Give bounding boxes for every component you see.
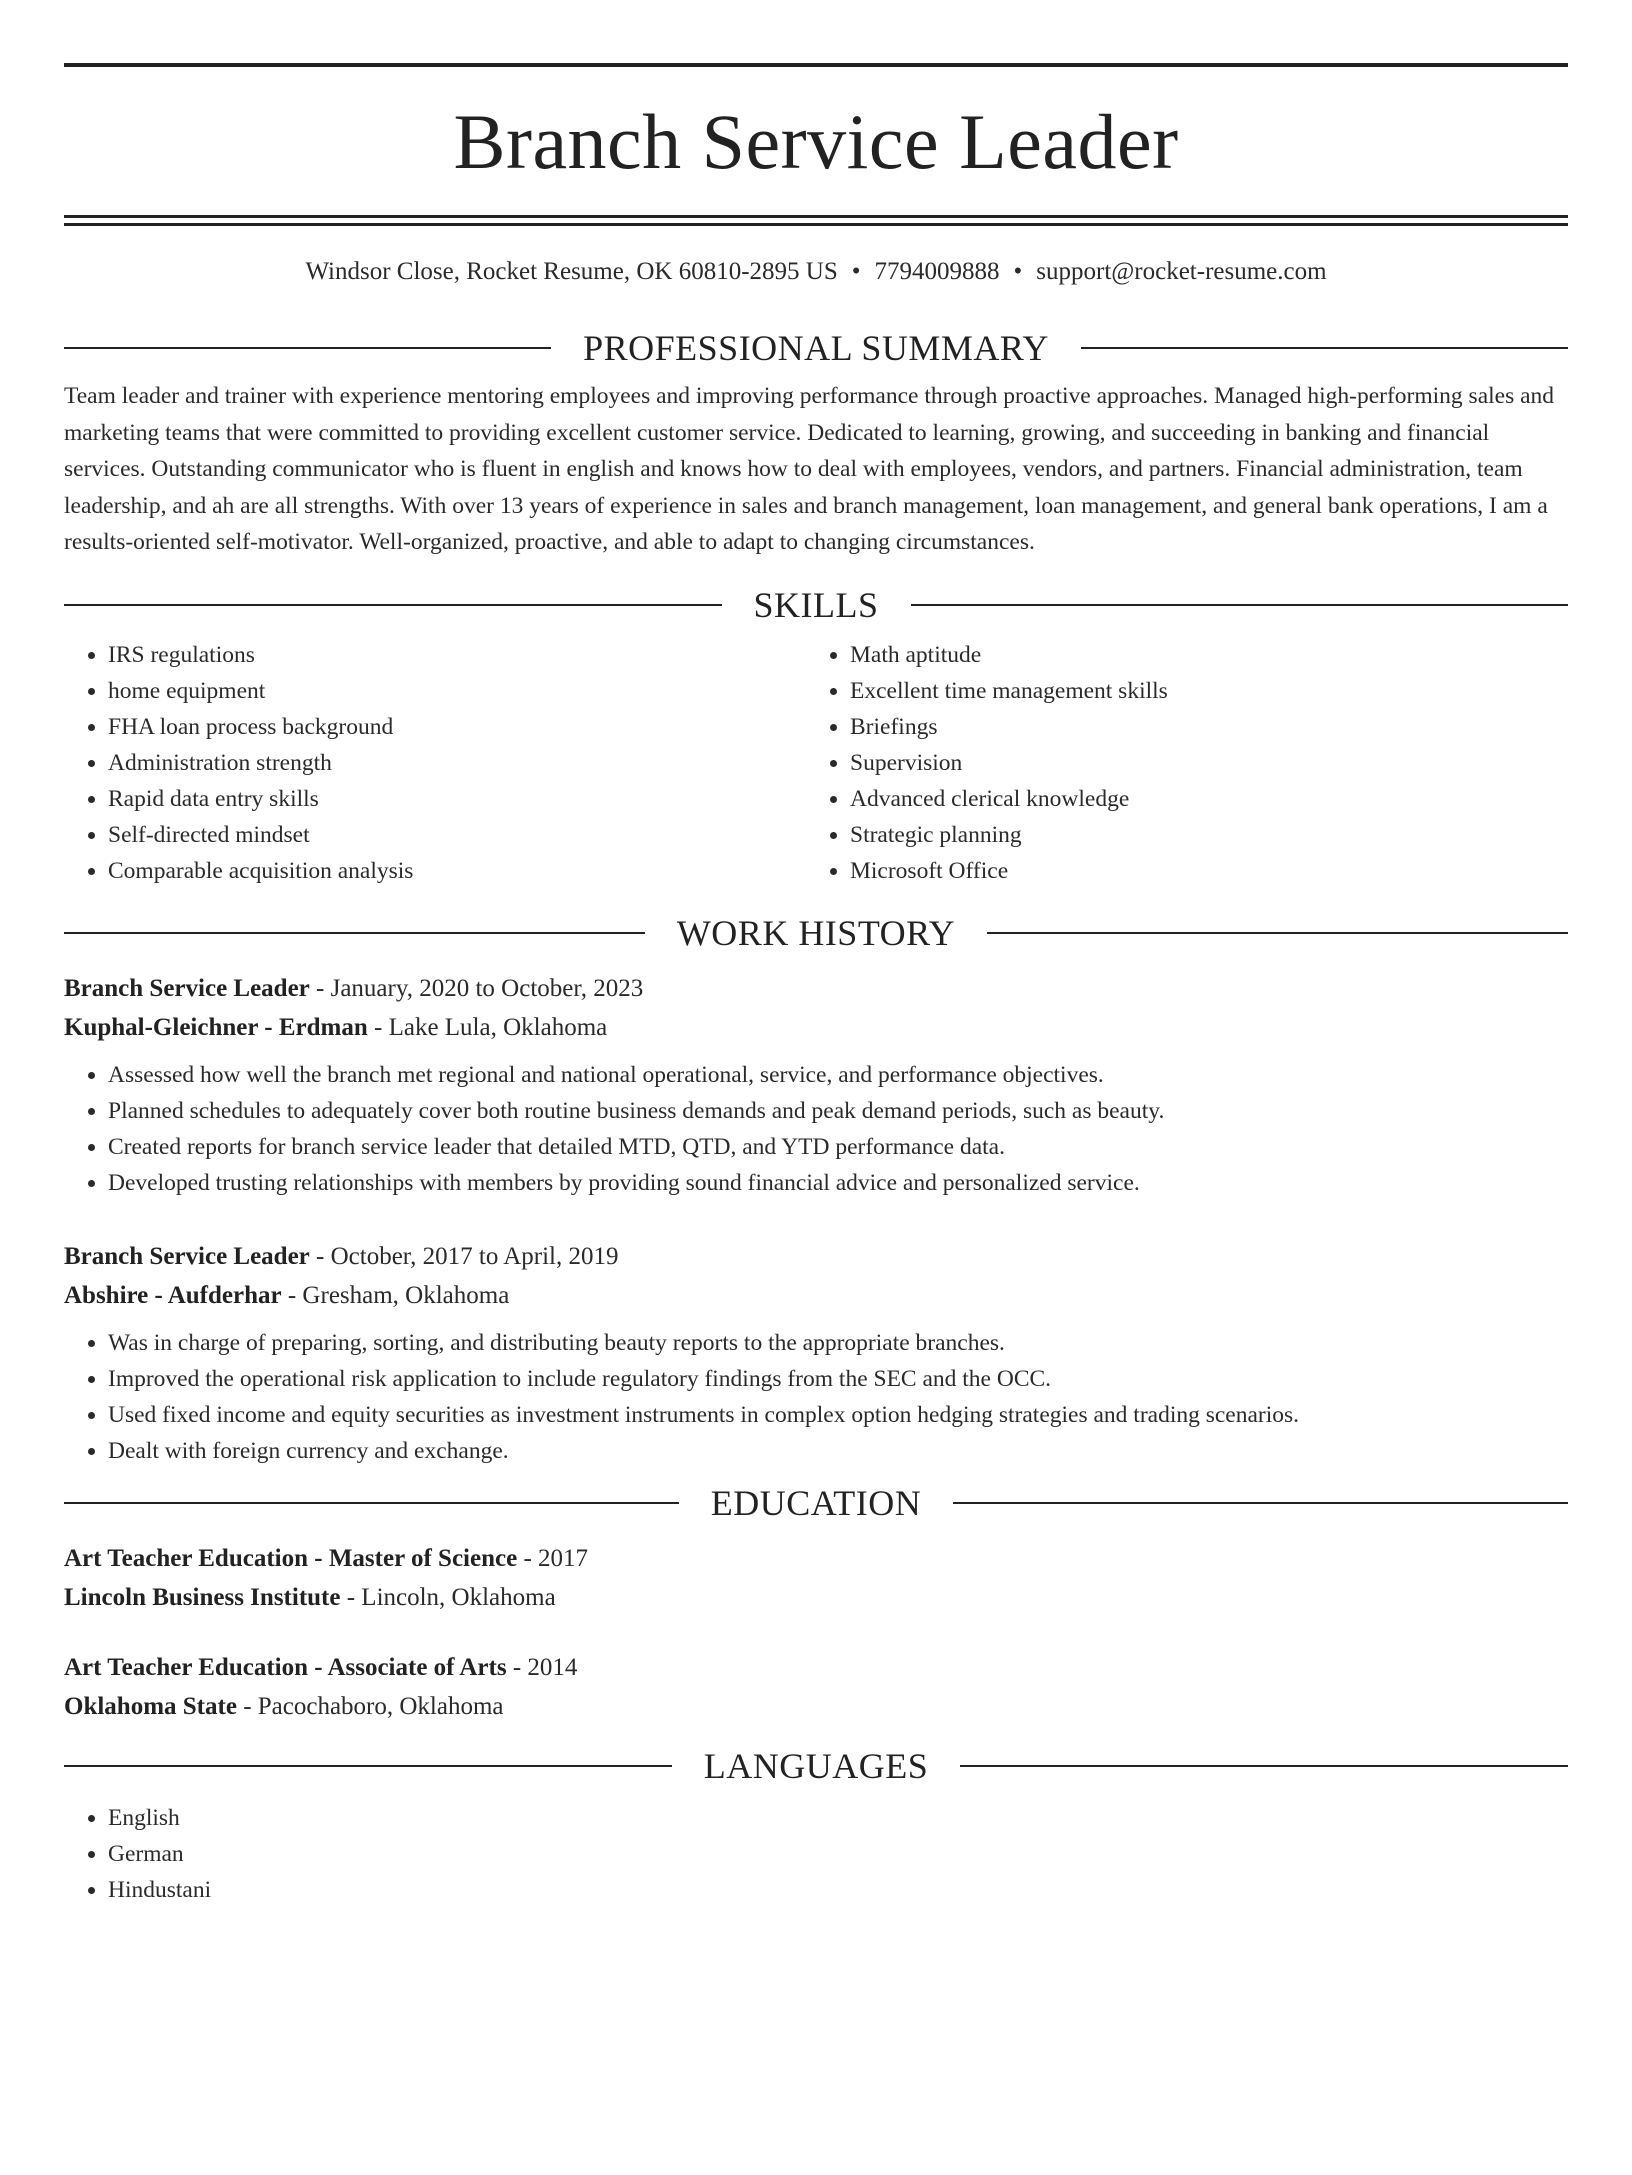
section-rule-left xyxy=(64,1502,679,1504)
resume-page xyxy=(0,63,1632,2175)
job-location: - Gresham, Oklahoma xyxy=(281,1281,510,1309)
section-header-summary xyxy=(64,328,1568,368)
skill-item: • Comparable acquisition analysis xyxy=(108,853,806,889)
skill-item: • IRS regulations xyxy=(108,637,806,673)
education-school-line xyxy=(64,1578,1568,1617)
contact-phone: 7794009888 xyxy=(874,258,1000,285)
section-rule-right xyxy=(953,1502,1568,1504)
section-rule-right xyxy=(1081,347,1568,349)
education-location: - Pacochaboro, Oklahoma xyxy=(236,1692,504,1720)
section-rule-right xyxy=(960,1765,1568,1767)
skill-item: • Supervision xyxy=(850,745,1548,781)
education-year: - 2017 xyxy=(517,1544,589,1572)
job-bullet: • Improved the operational risk application to include regulatory findings from the SEC and the OCC. xyxy=(108,1361,1568,1397)
job-location: - Lake Lula, Oklahoma xyxy=(367,1013,608,1041)
job-title-line xyxy=(64,1237,1568,1276)
section-title-skills: SKILLS xyxy=(753,584,879,625)
section-title-summary: PROFESSIONAL SUMMARY xyxy=(583,328,1049,368)
job-bullets xyxy=(64,1057,1568,1201)
skill-item: • Administration strength xyxy=(108,745,806,781)
skill-item: • Math aptitude xyxy=(850,637,1548,673)
language-item: • Hindustani xyxy=(108,1872,1568,1908)
job-bullets xyxy=(64,1325,1568,1469)
skills-column-right xyxy=(806,637,1548,889)
skill-item: • Excellent time management skills xyxy=(850,673,1548,709)
job-company-line xyxy=(64,1276,1568,1315)
skills-list-left xyxy=(64,637,806,889)
contact-email: support@rocket-resume.com xyxy=(1036,258,1327,285)
job-title: Branch Service Leader xyxy=(64,974,310,1002)
job-title-line xyxy=(64,969,1568,1008)
job-entry xyxy=(64,1237,1568,1469)
contact-separator: • xyxy=(851,258,861,285)
language-item: • German xyxy=(108,1836,1568,1872)
job-company-line xyxy=(64,1008,1568,1047)
job-dates: - October, 2017 to April, 2019 xyxy=(309,1242,619,1270)
education-entry xyxy=(64,1648,1568,1726)
section-header-languages xyxy=(64,1746,1568,1786)
section-rule-left xyxy=(64,347,551,349)
education-degree-line xyxy=(64,1539,1568,1578)
skill-item: • home equipment xyxy=(108,673,806,709)
job-bullet: • Dealt with foreign currency and exchange. xyxy=(108,1433,1568,1469)
job-bullet: • Created reports for branch service leader that detailed MTD, QTD, and YTD performance data. xyxy=(108,1129,1568,1165)
education-school: Lincoln Business Institute xyxy=(64,1583,341,1611)
education-entry xyxy=(64,1539,1568,1617)
top-rule xyxy=(64,63,1568,67)
skill-item: • Advanced clerical knowledge xyxy=(850,781,1548,817)
education-location: - Lincoln, Oklahoma xyxy=(340,1583,556,1611)
section-title-education: EDUCATION xyxy=(710,1482,922,1523)
job-title: Branch Service Leader xyxy=(64,1242,310,1270)
skills-list-right xyxy=(806,637,1548,889)
skill-item: • Briefings xyxy=(850,709,1548,745)
contact-separator: • xyxy=(1013,258,1023,285)
education-school-line xyxy=(64,1687,1568,1726)
job-bullet: • Assessed how well the branch met regional and national operational, service, and performance objectives. xyxy=(108,1057,1568,1093)
section-rule-left xyxy=(64,604,722,606)
section-title-work: WORK HISTORY xyxy=(676,912,956,953)
skill-item: • Microsoft Office xyxy=(850,853,1548,889)
section-title-languages: LANGUAGES xyxy=(703,1745,929,1786)
contact-address: Windsor Close, Rocket Resume, OK 60810-2895 US xyxy=(305,258,838,285)
section-header-education xyxy=(64,1483,1568,1523)
education-degree: Art Teacher Education - Associate of Arts xyxy=(64,1653,507,1681)
title-double-rule xyxy=(64,215,1568,226)
section-rule-left xyxy=(64,932,645,934)
skill-item: • Self-directed mindset xyxy=(108,817,806,853)
section-header-skills xyxy=(64,585,1568,625)
section-rule-right xyxy=(911,604,1569,606)
skills-column-left xyxy=(64,637,806,889)
job-bullet: • Planned schedules to adequately cover both routine business demands and peak demand periods, such as beauty. xyxy=(108,1093,1568,1129)
job-bullet: • Was in charge of preparing, sorting, and distributing beauty reports to the appropriate branches. xyxy=(108,1325,1568,1361)
job-company: Kuphal-Gleichner - Erdman xyxy=(64,1013,368,1041)
skill-item: • FHA loan process background xyxy=(108,709,806,745)
section-header-work xyxy=(64,913,1568,953)
education-degree: Art Teacher Education - Master of Science xyxy=(64,1544,518,1572)
job-bullet: • Developed trusting relationships with members by providing sound financial advice and personalized service. xyxy=(108,1165,1568,1201)
skills-grid xyxy=(64,637,1568,889)
summary-text: Team leader and trainer with experience mentoring employees and improving performance through proactive approaches. Managed high-performing sales and marketing teams that were committed to providing excellent customer service. Dedicated to learning, growing, and succeeding in banking and financial services. Outstanding communicator who is fluent in english and knows how to deal with employees, vendors, and partners. Financial administration, team leadership, and ah are all strengths. With over 13 years of experience in sales and branch management, loan management, and general bank operations, I am a results-oriented self-motivator. Well-organized, proactive, and able to adapt to changing circumstances. xyxy=(64,383,1555,555)
education-degree-line xyxy=(64,1648,1568,1687)
section-rule-right xyxy=(987,932,1568,934)
section-rule-left xyxy=(64,1765,672,1767)
resume-title: Branch Service Leader xyxy=(453,98,1179,185)
job-entry xyxy=(64,969,1568,1201)
skill-item: • Strategic planning xyxy=(850,817,1548,853)
contact-line xyxy=(64,258,1568,286)
languages-list xyxy=(64,1800,1568,1908)
job-bullet: • Used fixed income and equity securities as investment instruments in complex option hedging strategies and trading scenarios. xyxy=(108,1397,1568,1433)
skill-item: • Rapid data entry skills xyxy=(108,781,806,817)
job-dates: - January, 2020 to October, 2023 xyxy=(309,974,644,1002)
education-year: - 2014 xyxy=(506,1653,578,1681)
job-company: Abshire - Aufderhar xyxy=(64,1281,282,1309)
education-school: Oklahoma State xyxy=(64,1692,237,1720)
language-item: • English xyxy=(108,1800,1568,1836)
